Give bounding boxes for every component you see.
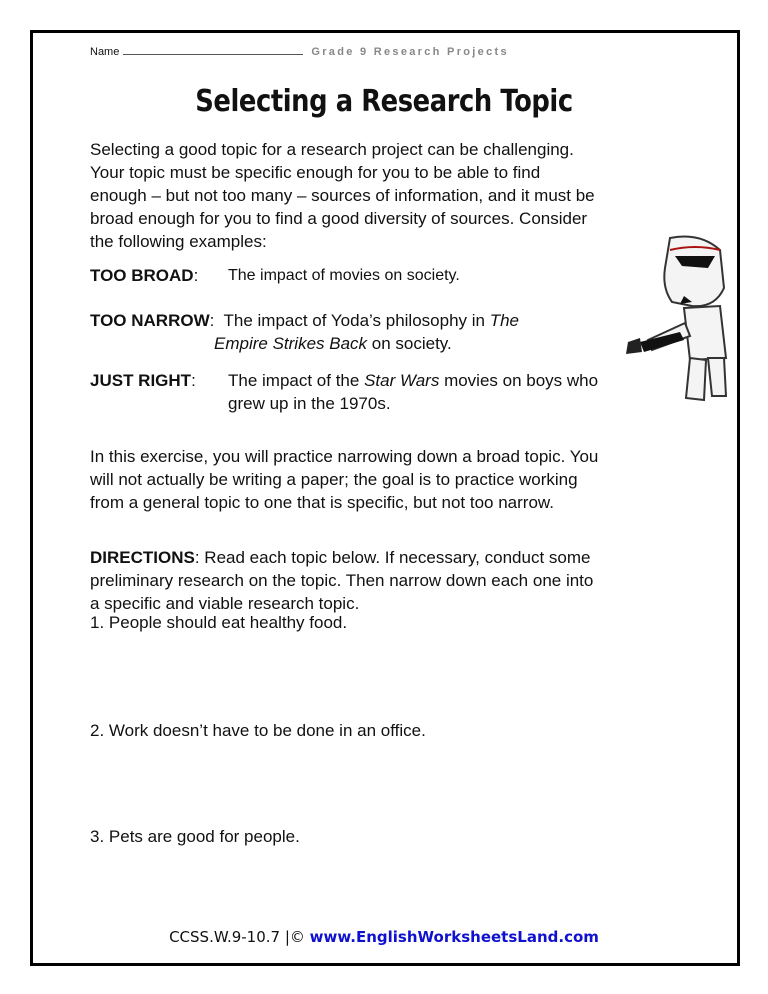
example-too-narrow: TOO NARROW: The impact of Yoda’s philosophy in The Empire Strikes Back on society.	[90, 311, 519, 353]
exercise-paragraph	[90, 445, 598, 514]
example-label: TOO NARROW	[90, 311, 210, 330]
example-text: The impact of Yoda’s philosophy in	[223, 311, 490, 330]
example-just-right: JUST RIGHT: The impact of the Star Wars movies on boys who grew up in the 1970s.	[90, 371, 599, 413]
question-3: 3. Pets are good for people.	[90, 827, 300, 846]
directions-label: DIRECTIONS	[90, 548, 195, 567]
footer	[0, 928, 768, 946]
question-2: 2. Work doesn’t have to be done in an office.	[90, 721, 426, 740]
worksheet-header	[90, 44, 509, 58]
text-line: the following examples:	[90, 232, 267, 251]
text-line: a specific and viable research topic.	[90, 594, 360, 613]
name-blank[interactable]	[123, 44, 303, 55]
text-line: will not actually be writing a paper; the goal is to practice working	[90, 470, 578, 489]
stormtrooper-illustration	[620, 228, 732, 413]
intro-paragraph	[90, 138, 595, 253]
text-line: from a general topic to one that is specific, but not too narrow.	[90, 493, 554, 512]
example-text-italic: The	[489, 311, 519, 330]
directions-paragraph	[90, 546, 593, 615]
example-too-broad: TOO BROAD: The impact of movies on society.	[90, 266, 460, 285]
example-text: The impact of the	[228, 371, 365, 390]
text-line: enough – but not too many – sources of information, and it must be	[90, 186, 595, 205]
example-text: on society.	[367, 334, 452, 353]
text-line: preliminary research on the topic. Then narrow down each one into	[90, 571, 594, 590]
example-text-italic: Star Wars	[364, 371, 440, 390]
name-label: Name	[90, 46, 120, 58]
example-text-italic: Empire Strikes Back	[214, 334, 368, 353]
text-line: : Read each topic below. If necessary, conduct some	[194, 548, 591, 567]
website-link[interactable]: www.EnglishWorksheetsLand.com	[309, 928, 599, 946]
example-label: JUST RIGHT	[90, 371, 192, 390]
text-line: Your topic must be specific enough for you to be able to find	[90, 163, 541, 182]
grade-label: Grade 9 Research Projects	[311, 46, 509, 58]
text-line: In this exercise, you will practice narrowing down a broad topic. You	[90, 447, 599, 466]
text-line: broad enough for you to find a good diversity of sources. Consider	[90, 209, 588, 228]
example-text: The impact of movies on society.	[228, 267, 460, 284]
question-1: 1. People should eat healthy food.	[90, 613, 348, 632]
text-line: Selecting a good topic for a research project can be challenging.	[90, 140, 574, 159]
example-text: grew up in the 1970s.	[228, 394, 391, 413]
example-label: TOO BROAD	[90, 266, 194, 285]
standard-code: CCSS.W.9-10.7 |©	[169, 928, 310, 946]
page-title: Selecting a Research Topic	[195, 84, 573, 119]
example-text: movies on boys who	[439, 371, 599, 390]
